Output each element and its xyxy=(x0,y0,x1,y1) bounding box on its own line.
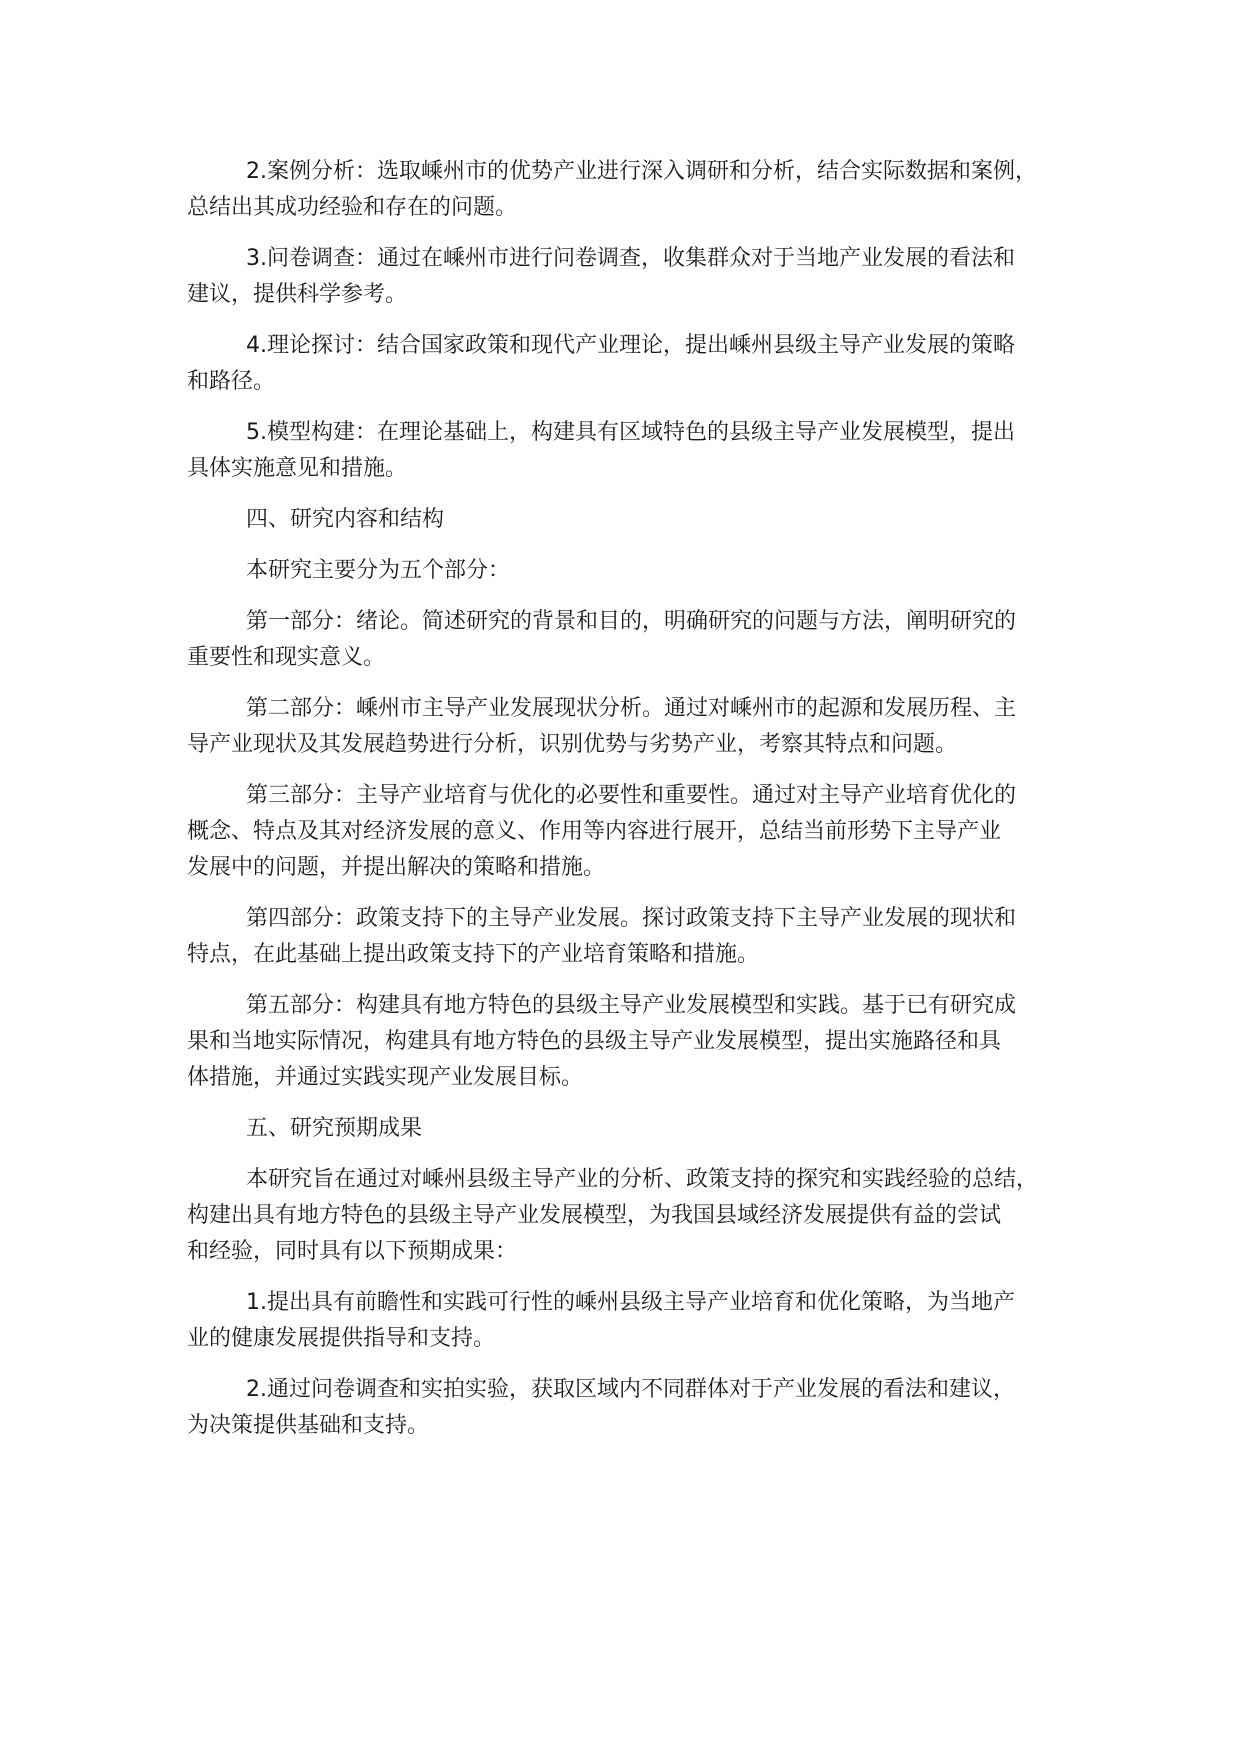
text-line: 和经验，同时具有以下预期成果： xyxy=(187,1239,518,1264)
text-line: 1.提出具有前瞻性和实践可行性的嵊州县级主导产业培育和优化策略，为当地产 xyxy=(246,1290,1015,1315)
document-body xyxy=(187,154,1072,1459)
text-line: 本研究主要分为五个部分： xyxy=(246,558,511,583)
text-line: 2.通过问卷调查和实拍实验，获取区域内不同群体对于产业发展的看法和建议， xyxy=(246,1377,1015,1402)
text-line: 和路径。 xyxy=(187,369,276,394)
text-line: 导产业现状及其发展趋势进行分析，识别优势与劣势产业，考察其特点和问题。 xyxy=(187,732,958,757)
text-line: 特点，在此基础上提出政策支持下的产业培育策略和措施。 xyxy=(187,942,760,967)
text-line: 概念、特点及其对经济发展的意义、作用等内容进行展开，总结当前形势下主导产业 xyxy=(187,819,1002,844)
text-line: 3.问卷调查：通过在嵊州市进行问卷调查，收集群众对于当地产业发展的看法和 xyxy=(246,246,1015,271)
paragraph xyxy=(187,691,1072,763)
text-line: 第五部分：构建具有地方特色的县级主导产业发展模型和实践。基于已有研究成 xyxy=(246,993,1017,1018)
paragraph xyxy=(187,241,1072,313)
text-line: 5.模型构建：在理论基础上，构建具有区域特色的县级主导产业发展模型，提出 xyxy=(246,420,1015,445)
paragraph xyxy=(187,553,1072,589)
paragraph xyxy=(187,1111,1072,1147)
text-line: 构建出具有地方特色的县级主导产业发展模型，为我国县域经济发展提供有益的尝试 xyxy=(187,1203,1002,1228)
text-line: 本研究旨在通过对嵊州县级主导产业的分析、政策支持的探究和实践经验的总结， xyxy=(246,1167,1039,1192)
text-line: 第一部分：绪论。简述研究的背景和目的，明确研究的问题与方法，阐明研究的 xyxy=(246,609,1017,634)
paragraph xyxy=(187,1285,1072,1357)
text-line: 四、研究内容和结构 xyxy=(246,507,445,532)
text-line: 第四部分：政策支持下的主导产业发展。探讨政策支持下主导产业发展的现状和 xyxy=(246,906,1017,931)
paragraph xyxy=(187,502,1072,538)
text-line: 为决策提供基础和支持。 xyxy=(187,1413,430,1438)
text-line: 4.理论探讨：结合国家政策和现代产业理论，提出嵊州县级主导产业发展的策略 xyxy=(246,333,1015,358)
paragraph xyxy=(187,154,1072,226)
paragraph xyxy=(187,415,1072,487)
text-line: 具体实施意见和措施。 xyxy=(187,456,408,481)
paragraph xyxy=(187,901,1072,973)
paragraph xyxy=(187,1372,1072,1444)
text-line: 体措施，并通过实践实现产业发展目标。 xyxy=(187,1065,584,1090)
text-line: 重要性和现实意义。 xyxy=(187,645,386,670)
paragraph xyxy=(187,1162,1072,1270)
text-line: 总结出其成功经验和存在的问题。 xyxy=(187,195,518,220)
text-line: 建议，提供科学参考。 xyxy=(187,282,408,307)
text-line: 果和当地实际情况，构建具有地方特色的县级主导产业发展模型，提出实施路径和具 xyxy=(187,1029,1002,1054)
text-line: 第三部分：主导产业培育与优化的必要性和重要性。通过对主导产业培育优化的 xyxy=(246,783,1017,808)
paragraph xyxy=(187,778,1072,886)
text-line: 2.案例分析：选取嵊州市的优势产业进行深入调研和分析，结合实际数据和案例， xyxy=(246,159,1037,184)
text-line: 第二部分：嵊州市主导产业发展现状分析。通过对嵊州市的起源和发展历程、主 xyxy=(246,696,1017,721)
text-line: 五、研究预期成果 xyxy=(246,1116,423,1141)
paragraph xyxy=(187,604,1072,676)
text-line: 发展中的问题，并提出解决的策略和措施。 xyxy=(187,855,606,880)
paragraph xyxy=(187,988,1072,1096)
text-line: 业的健康发展提供指导和支持。 xyxy=(187,1326,496,1351)
paragraph xyxy=(187,328,1072,400)
